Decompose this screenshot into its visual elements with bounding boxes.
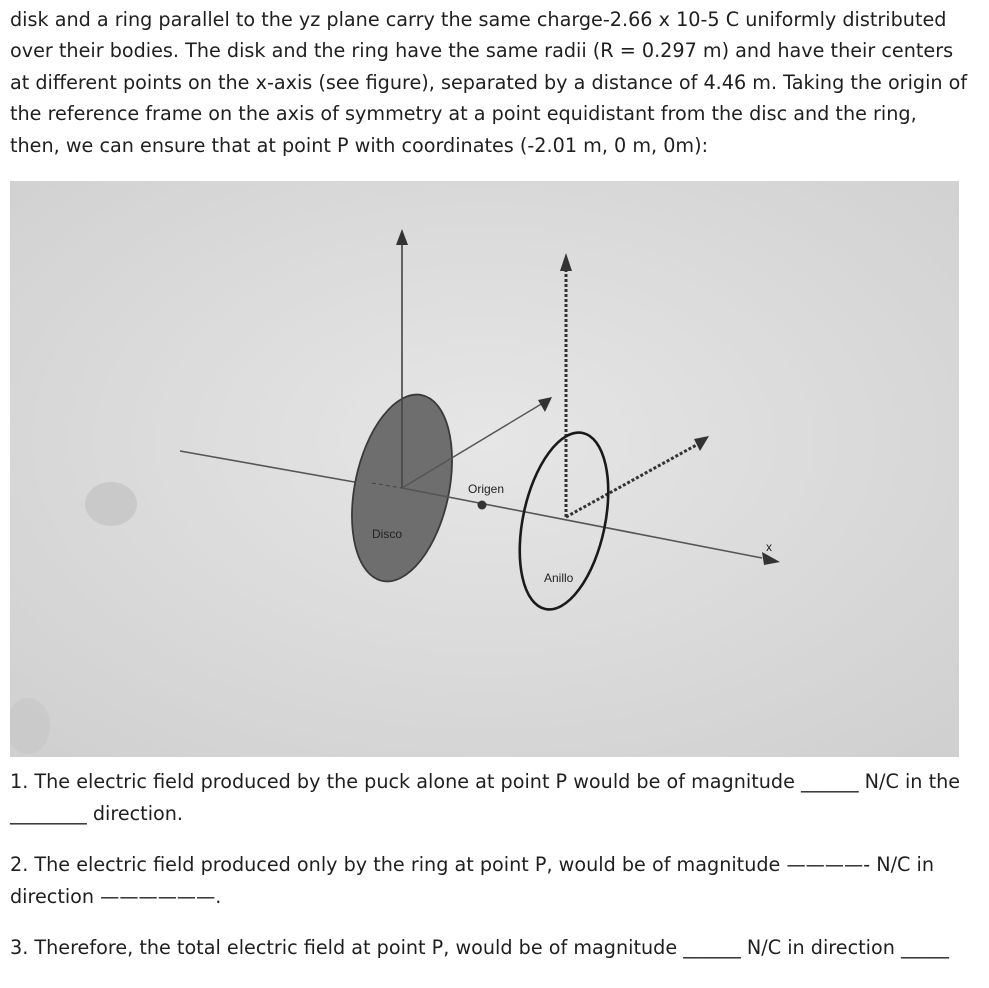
origin-label: Origen: [468, 482, 505, 496]
x-axis-label: x: [766, 540, 772, 554]
question-1: 1. The electric field produced by the puck alone at point P would be of magnitude ______ N/C in the ________ direction.: [10, 770, 961, 825]
figure-background: [10, 181, 959, 757]
blur-spot: [85, 482, 137, 526]
question-2: 2. The electric field produced only by the ring at point P, would be of magnitude ————- N/C in direction ——————.: [10, 853, 935, 908]
disk-label: Disco: [372, 527, 403, 541]
origin-point: [478, 501, 487, 510]
figure-canvas: [10, 181, 959, 757]
ring-label: Anillo: [544, 571, 574, 585]
question-3: 3. Therefore, the total electric field at point P, would be of magnitude ______ N/C in direction _____: [10, 936, 949, 959]
physics-figure: [10, 181, 959, 757]
problem-statement: disk and a ring parallel to the yz plane carry the same charge-2.66 x 10-5 C uniformly distributed over their bodies. The disk and the ring have the same radii (R = 0.297 m) and have their centers at different points on the x-axis (see figure), separated by a distance of 4.46 m. Taking the origin of the reference frame on the axis of symmetry at a point equidistant from the disc and the ring, then, we can ensure that at point P with coordinates (-2.01 m, 0 m, 0m):: [10, 8, 968, 157]
